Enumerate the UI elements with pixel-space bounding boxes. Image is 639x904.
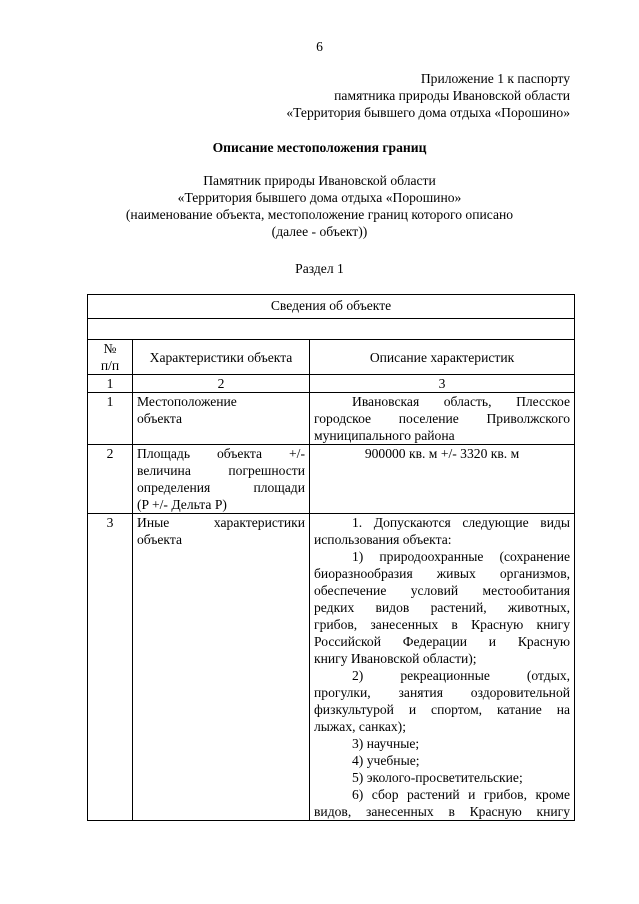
appendix-line: памятника природы Ивановской области <box>334 88 570 103</box>
page-number: 6 <box>316 39 323 54</box>
row-num: 2 <box>88 445 133 514</box>
row-characteristic: Площадь объекта +/- величина погрешности определения площади (P +/- Дельта P) <box>133 445 310 514</box>
table-caption: Сведения об объекте <box>88 295 575 319</box>
col-number: 2 <box>133 375 310 393</box>
object-name-line: Памятник природы Ивановской области <box>203 173 436 188</box>
row-description: Ивановская область, Плесское городское поселение Приволжского муниципального района <box>310 393 575 445</box>
header-description: Описание характеристик <box>310 340 575 375</box>
col-number: 3 <box>310 375 575 393</box>
object-name-line: (далее - объект)) <box>271 224 368 239</box>
document-title: Описание местоположения границ <box>212 140 427 155</box>
table-row <box>88 445 575 514</box>
object-info-table <box>87 294 575 821</box>
table-row <box>88 514 575 821</box>
row-num: 3 <box>88 514 133 821</box>
table-empty-row <box>88 319 575 340</box>
header-num: № п/п <box>88 340 133 375</box>
col-number: 1 <box>88 375 133 393</box>
section-title: Раздел 1 <box>295 261 344 276</box>
row-description: 1. Допускаются следующие виды использования объекта: 1) природоохранные (сохранение биоразнообразия живых организмов, обеспечение условий местообитания редких видов растений, животных, грибов, занесенных в Красную книгу Российской Федерации и Красную книгу Ивановской области); 2) рекреационные (отдых, прогулки, занятия оздоровительной физкультурой и спортом, катание на лыжах, санках); 3) научные; 4) учебные; 5) эколого-просветительские; 6) сбор растений и грибов, кроме видов, занесенных в Красную книгу <box>310 514 575 821</box>
appendix-header <box>286 70 570 121</box>
row-characteristic: Местоположение объекта <box>133 393 310 445</box>
object-name-block <box>0 172 639 240</box>
appendix-line: Приложение 1 к паспорту <box>420 71 570 86</box>
table-column-numbers-row <box>88 375 575 393</box>
table-row <box>88 393 575 445</box>
table-header-row <box>88 340 575 375</box>
row-description: 900000 кв. м +/- 3320 кв. м <box>310 445 575 514</box>
object-name-line: «Территория бывшего дома отдыха «Порошино» <box>177 190 462 205</box>
appendix-line: «Территория бывшего дома отдыха «Порошино» <box>286 105 570 120</box>
row-num: 1 <box>88 393 133 445</box>
header-characteristic: Характеристики объекта <box>133 340 310 375</box>
object-name-line: (наименование объекта, местоположение границ которого описано <box>125 207 514 222</box>
row-characteristic: Иные характеристики объекта <box>133 514 310 821</box>
